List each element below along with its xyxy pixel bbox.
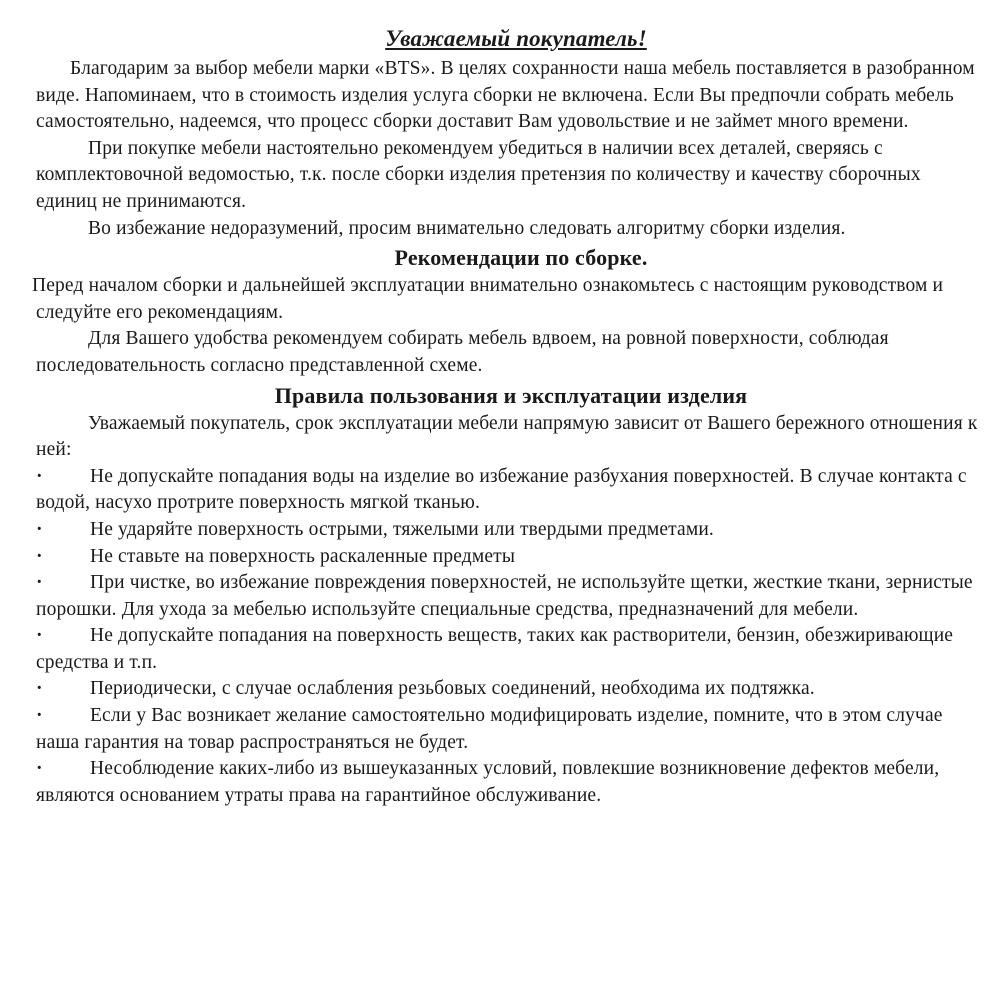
rule-item [36, 544, 986, 571]
bullet-icon: · [36, 518, 43, 540]
bullet-icon: · [36, 545, 43, 567]
bullet-icon: · [36, 705, 43, 727]
rule-item [36, 464, 986, 517]
bullet-icon: · [36, 625, 43, 647]
rule-text: Не ударяйте поверхность острыми, тяжелыми или твердыми предметами. [90, 518, 714, 540]
assembly-paragraph: Перед началом сборки и дальнейшей эксплуатации внимательно ознакомьтесь с настоящим руководством и следуйте его рекомендациям. [32, 275, 944, 323]
assembly-heading: Рекомендации по сборке. [394, 245, 648, 271]
bullet-icon: · [36, 758, 43, 780]
bullet-icon: · [36, 572, 43, 594]
rule-item [36, 703, 986, 756]
rule-text: Несоблюдение каких-либо из вышеуказанных условий, повлекшие возникновение дефектов мебели, являются основанием утраты права на гарантийное обслуживание. [36, 758, 940, 806]
rule-item [36, 570, 986, 623]
instruction-page [32, 22, 986, 809]
bullet-icon: · [36, 465, 43, 487]
bullet-icon: · [36, 678, 43, 700]
rule-text: Если у Вас возникает желание самостоятельно модифицировать изделие, помните, что в этом случае наша гарантия на товар распространяться не будет. [36, 705, 943, 753]
rule-text: Не допускайте попадания на поверхность веществ, таких как растворители, бензин, обезжиривающие средства и т.п. [36, 625, 954, 673]
rule-text: При чистке, во избежание повреждения поверхностей, не используйте щетки, жесткие ткани, зернистые порошки. Для ухода за мебелью используйте специальные средства, предназначений для мебели. [36, 572, 973, 620]
rule-item [36, 623, 986, 676]
intro-paragraph: При покупке мебели настоятельно рекомендуем убедиться в наличии всех деталей, сверяясь с комплектовочной ведомостью, т.к. после сборки изделия претензия по количеству и качеству сборочных единиц не принимаются. [36, 137, 921, 212]
rule-item [36, 756, 986, 809]
document-title: Уважаемый покупатель! [385, 26, 647, 51]
intro-paragraph: Благодарим за выбор мебели марки «BTS». В целях сохранности наша мебель поставляется в разобранном виде. Напоминаем, что в стоимость изделия услуга сборки не включена. Если Вы предпочли собрать мебель самостоятельно, надеемся, что процесс сборки доставит Вам удовольствие и не займет много времени. [36, 58, 975, 133]
rules-intro: Уважаемый покупатель, срок эксплуатации мебели напрямую зависит от Вашего бережного отношения к ней: [36, 412, 978, 461]
rule-text: Не ставьте на поверхность раскаленные предметы [90, 545, 516, 567]
rule-text: Периодически, с случае ослабления резьбовых соединений, необходима их подтяжка. [90, 678, 815, 700]
assembly-paragraph: Для Вашего удобства рекомендуем собирать мебель вдвоем, на ровной поверхности, соблюдая последовательность согласно представленной схеме. [36, 328, 889, 376]
rule-item [36, 517, 986, 544]
rule-text: Не допускайте попадания воды на изделие во избежание разбухания поверхностей. В случае контакта с водой, насухо протрите поверхность мягкой тканью. [36, 465, 967, 514]
rules-heading: Правила пользования и эксплуатации изделия [274, 382, 748, 408]
rule-item [36, 676, 986, 703]
intro-paragraph: Во избежание недоразумений, просим внимательно следовать алгоритму сборки изделия. [88, 217, 846, 239]
rules-list [36, 464, 986, 810]
